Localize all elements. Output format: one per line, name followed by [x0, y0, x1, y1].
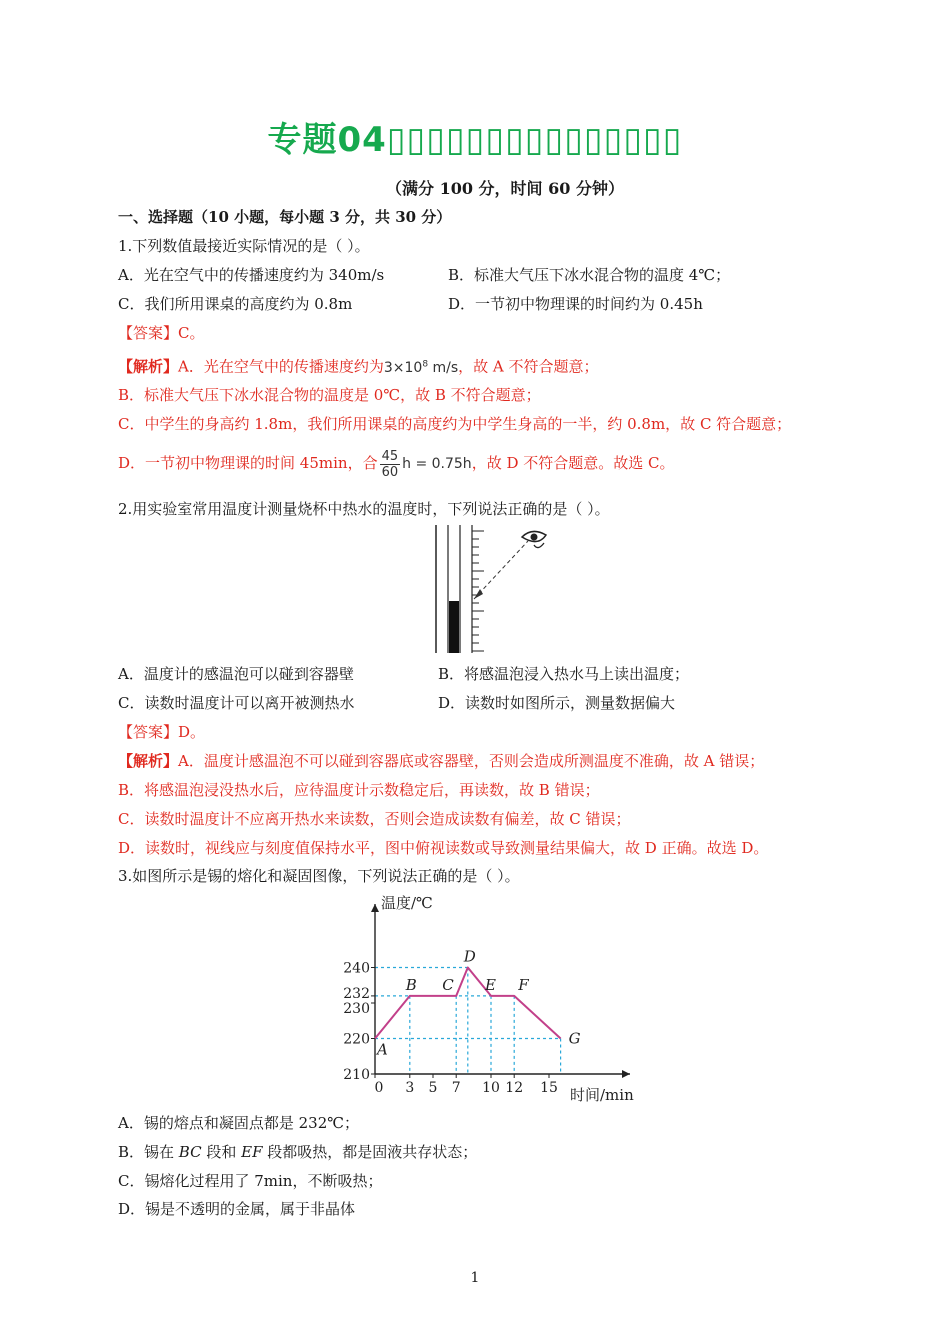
chart-point-label: B [405, 975, 417, 994]
q2-answer: 【答案】D。 [118, 723, 206, 741]
scale-ticks [472, 531, 484, 651]
chart-point-label: G [568, 1029, 581, 1048]
q1-option-c: C．我们所用课桌的高度约为 0.8m [118, 295, 353, 313]
page-title: 专题04▯▯▯▯▯▯▯▯▯▯▯▯▯▯▯ [267, 120, 683, 160]
q2-explanation-d: D．读数时，视线应与刻度值保持水平，图中俯视读数或导致测量结果偏大，故 D 正确。故选 D。 [118, 839, 769, 857]
q2-option-c: C．读数时温度计可以离开被测热水 [118, 694, 355, 712]
q1-option-a: A．光在空气中的传播速度约为 340m/s [118, 266, 385, 284]
q1-exp-a-unit: m/s [428, 359, 459, 376]
q1-exp-a-exp: 8 [422, 359, 429, 369]
q2-stem: 2.用实验室常用温度计测量烧杯中热水的温度时，下列说法正确的是（ ）。 [118, 500, 610, 518]
chart-point-label: A [377, 1040, 388, 1059]
q3-b-ef: EF [241, 1143, 263, 1161]
chart-y-tick-label: 240 [343, 960, 370, 977]
mercury-column [449, 601, 459, 653]
q1-explanation-c: C．中学生的身高约 1.8m，我们所用课桌的高度约为中学生身高的一半，约 0.8m，故 C 符合题意； [118, 415, 792, 433]
q2-explanation-c: C．读数时温度计不应离开热水来读数，否则会造成读数有偏差，故 C 错误； [118, 810, 631, 828]
q3-stem: 3.如图所示是锡的熔化和凝固图像，下列说法正确的是（ ）。 [118, 867, 520, 885]
q1-explanation-b: B．标准大气压下冰水混合物的温度是 0℃，故 B 不符合题意； [118, 386, 541, 404]
q2-option-d: D．读数时如图所示，测量数据偏大 [438, 694, 676, 712]
q1-stem: 1.下列数值最接近实际情况的是（ ）。 [118, 237, 370, 255]
chart-y-tick-label: 220 [343, 1031, 370, 1048]
q1-exp-a-base: 3×10 [383, 359, 423, 376]
q3-b-bc: BC [178, 1143, 202, 1161]
chart-point-label: F [518, 975, 529, 994]
q1-exp-d-post: ，故 D 不符合题意。故选 C。 [471, 454, 675, 472]
chart-x-tick-label: 3 [405, 1080, 415, 1096]
q1-option-d: D．一节初中物理课的时间约为 0.45h [448, 295, 703, 313]
q2-explanation-a [118, 751, 764, 771]
q1-exp-a-pre: A．光在空气中的传播速度约为 [178, 357, 384, 376]
chart-x-tick-label: 0 [374, 1080, 384, 1096]
chart-x-arrow [622, 1070, 630, 1078]
chart-y-axis-label: 温度/℃ [381, 894, 433, 912]
chart-x-tick-label: 5 [428, 1080, 438, 1096]
q1-exp-a-math [384, 360, 458, 376]
tin-melting-chart [330, 890, 650, 1108]
chart-x-tick-label: 15 [540, 1080, 558, 1096]
section-heading: 一、选择题（10 小题，每小题 3 分，共 30 分） [118, 208, 452, 226]
chart-x-tick-label: 7 [451, 1080, 461, 1096]
q1-fraction-num: 45 [381, 448, 399, 464]
sight-arrow [474, 589, 483, 599]
q1-exp-tag: 【解析】 [118, 357, 179, 376]
q1-exp-d-math: h = 0.75h [402, 456, 472, 472]
q2-exp-a: A．温度计感温泡不可以碰到容器底或容器壁，否则会造成所测温度不准确，故 A 错误； [178, 752, 765, 770]
chart-x-tick-label: 10 [482, 1080, 500, 1096]
thermometer-figure [430, 523, 560, 655]
chart-y-tick-label: 210 [343, 1067, 370, 1083]
q1-option-b: B．标准大气压下冰水混合物的温度 4℃； [448, 266, 731, 284]
q1-exp-a-post: ，故 A 不符合题意； [458, 357, 599, 376]
q3-b-post: 段都吸热，都是固液共存状态； [262, 1143, 478, 1161]
q3-option-c: C．锡熔化过程用了 7min，不断吸热； [118, 1172, 383, 1190]
q1-fraction-den: 60 [381, 464, 399, 480]
chart-y-tick-label: 232 [343, 985, 370, 1002]
q1-answer: 【答案】C。 [118, 324, 205, 342]
q1-exp-d-pre: D．一节初中物理课的时间 45min，合 [118, 454, 378, 472]
eye-icon [522, 531, 546, 547]
chart-point-label: D [463, 947, 476, 966]
page-number: 1 [470, 1270, 480, 1286]
sight-line [474, 541, 528, 599]
q2-option-a: A．温度计的感温泡可以碰到容器壁 [118, 665, 354, 683]
chart-point-label: E [485, 975, 496, 994]
q3-b-pre: B．锡在 [118, 1143, 179, 1161]
chart-point-labels [375, 948, 581, 1059]
q1-fraction [380, 449, 401, 480]
q3-option-b [118, 1142, 477, 1162]
q1-explanation-d [118, 446, 675, 481]
chart-point-label: C [442, 975, 454, 994]
chart-y-arrow [371, 904, 379, 912]
q3-option-d: D．锡是不透明的金属，属于非晶体 [118, 1200, 356, 1218]
exam-meta: （满分 100 分，时间 60 分钟） [386, 179, 624, 198]
chart-x-tick-label: 12 [505, 1080, 524, 1096]
chart-guides [375, 968, 561, 1075]
q1-explanation-a [118, 354, 599, 378]
q2-explanation-b: B．将感温泡浸没热水后，应待温度计示数稳定后，再读数，故 B 错误； [118, 781, 600, 799]
chart-y-tick-label: 230 [343, 1001, 370, 1017]
q3-b-mid: 段和 [201, 1143, 242, 1161]
q2-exp-tag: 【解析】 [118, 752, 179, 770]
q2-option-b: B．将感温泡浸入热水马上读出温度； [438, 665, 690, 683]
q3-option-a: A．锡的熔点和凝固点都是 232℃； [118, 1114, 360, 1132]
chart-x-axis-label: 时间/min [570, 1086, 634, 1104]
